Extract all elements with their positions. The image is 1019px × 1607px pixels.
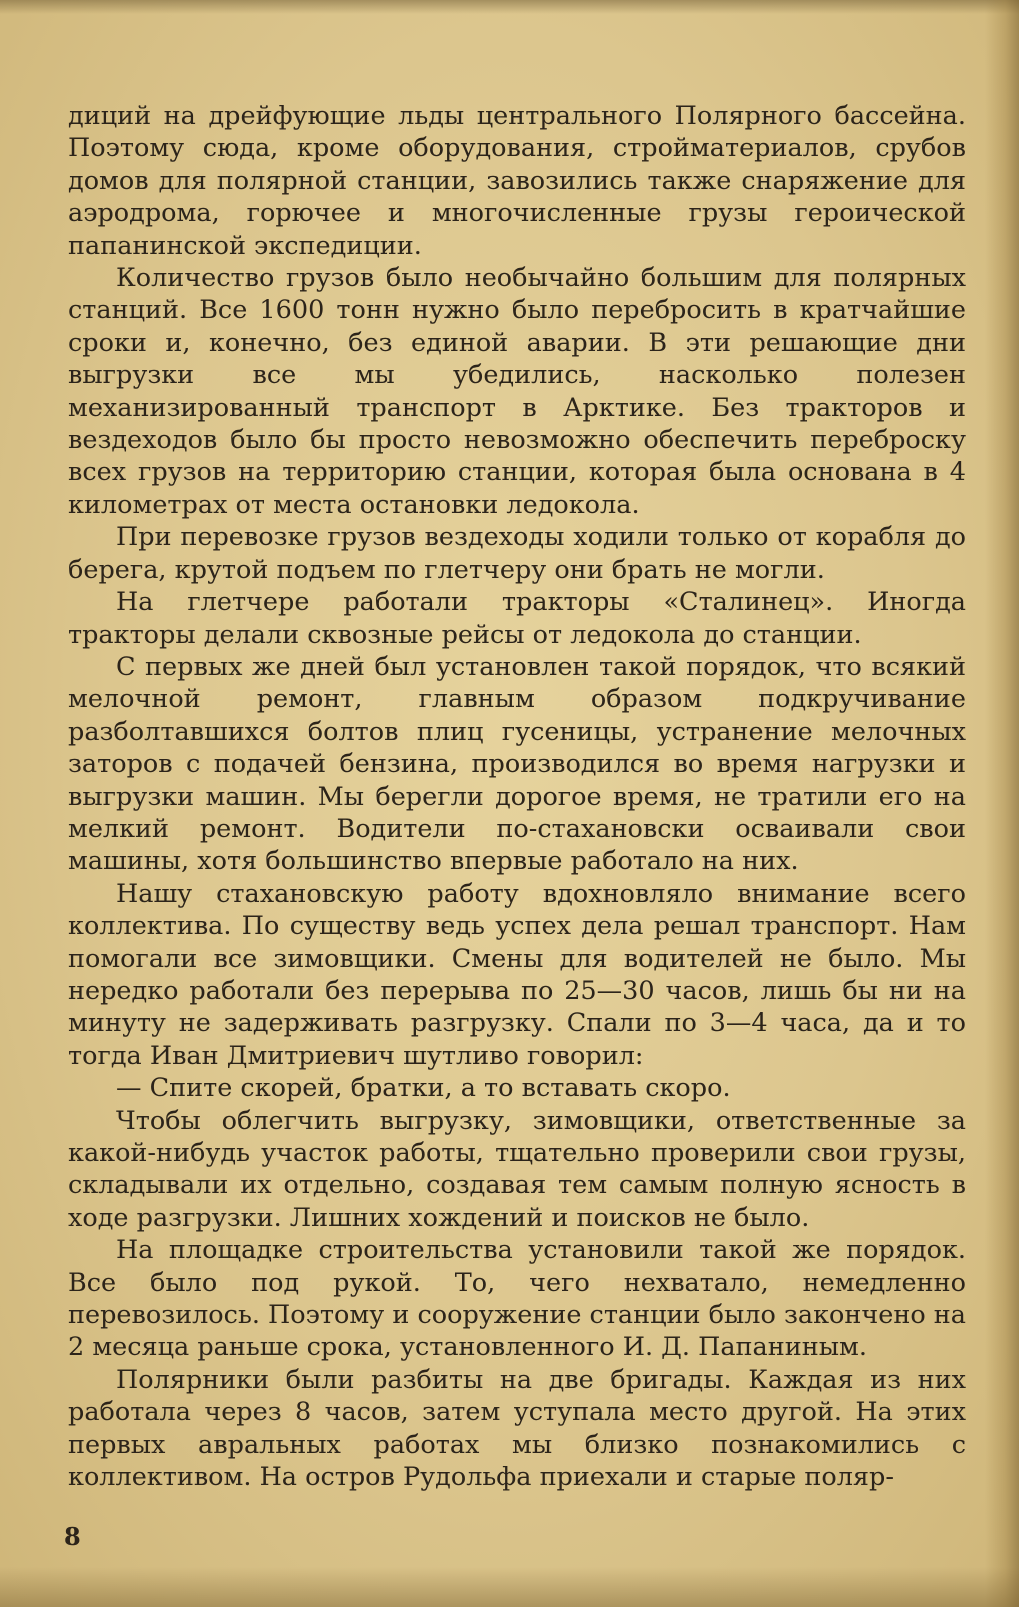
- paragraph-10: Полярники были разбиты на две бригады. Каждая из них работала через 8 часов, затем уступала место другой. На этих первых авральных работах мы близко познакомились с коллективом. На остров Рудольфа приехали и старые поляр-: [68, 1364, 966, 1493]
- paragraph-2: Количество грузов было необычайно большим для полярных станций. Все 1600 тонн нужно было перебросить в кратчайшие сроки и, конечно, без единой аварии. В эти решающие дни выгрузки все мы убедились, насколько полезен механизированный транспорт в Арктике. Без тракторов и вездеходов было бы просто невозможно обеспечить переброску всех грузов на территорию станции, которая была основана в 4 километрах от места остановки ледокола.: [68, 263, 966, 520]
- page-number: 8: [64, 1522, 81, 1551]
- paragraph-6: Нашу стахановскую работу вдохновляло внимание всего коллектива. По существу ведь успех дела решал транспорт. Нам помогали все зимовщики. Смены для водителей не было. Мы нередко работали без перерыва по 25—30 часов, лишь бы ни на минуту не задерживать разгрузку. Спали по 3—4 часа, да и то тогда Иван Дмитриевич шутливо говорил:: [68, 878, 966, 1071]
- page-bottom-shadow: [0, 1567, 1019, 1607]
- paragraph-5: С первых же дней был установлен такой порядок, что всякий мелочной ремонт, главным образом подкручивание разболтавшихся болтов плиц гусеницы, устранение мелочных заторов с подачей бензина, производился во время нагрузки и выгрузки машин. Мы берегли дорогое время, не тратили его на мелкий ремонт. Водители по-стахановски осваивали свои машины, хотя большинство впервые работало на них.: [68, 651, 966, 877]
- paragraph-9: На площадке строительства установили такой же порядок. Все было под рукой. То, чего нехватало, немедленно перевозилось. Поэтому и сооружение станции было закончено на 2 месяца раньше срока, установленного И. Д. Папаниным.: [68, 1235, 966, 1363]
- paragraph-8: Чтобы облегчить выгрузку, зимовщики, ответственные за какой-нибудь участок работы, тщательно проверили свои грузы, складывали их отдельно, создавая тем самым полную ясность в ходе разгрузки. Лишних хождений и поисков не было.: [68, 1105, 966, 1233]
- paragraph-1: диций на дрейфующие льды центрального Полярного бассейна. Поэтому сюда, кроме оборудования, стройматериалов, срубов домов для полярной станции, завозились также снаряжение для аэродрома, горючее и многочисленные грузы героической папанинской экспедиции.: [68, 101, 966, 261]
- page-right-shadow: [985, 0, 1019, 1607]
- paragraph-7: — Спите скорей, братки, а то вставать скоро.: [116, 1073, 731, 1104]
- body-text: [68, 100, 966, 1493]
- page-top-shadow: [0, 0, 1019, 14]
- paragraph-3: При перевозке грузов вездеходы ходили только от корабля до берега, крутой подъем по глетчеру они брать не могли.: [68, 522, 966, 585]
- paragraph-4: На глетчере работали тракторы «Сталинец». Иногда тракторы делали сквозные рейсы от ледокола до станции.: [68, 587, 966, 650]
